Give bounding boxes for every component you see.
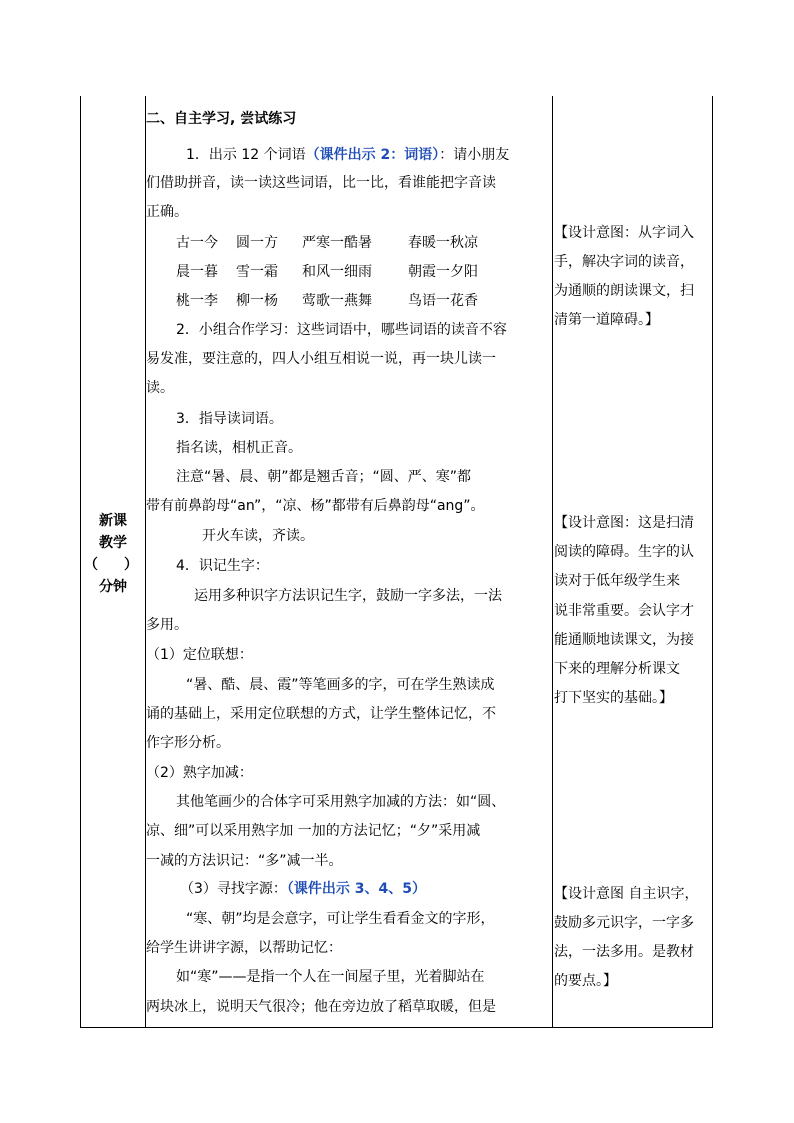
stage-line-2: 教学 (99, 535, 127, 551)
stage-line-1: 新课 (99, 513, 127, 529)
p1-line-2: 们借助拼音，读一读这些词语，比一比，看谁能把字音读 (146, 175, 496, 191)
p3-line-1: 指名读，相机正音。 (176, 440, 302, 456)
words-row-1: 古一今 圆一方 严寒一酷暑 春暖一秋凉 (176, 235, 478, 251)
table-border-bottom (80, 1027, 713, 1028)
s2-line-2: 凉、细”可以采用熟字加 一加的方法记忆；“夕”采用减 (146, 823, 481, 839)
p3-title: 3．指导读词语。 (176, 411, 283, 427)
p1-line-1: 1．出示 12 个词语（课件出示 2：词语）：请小朋友 (186, 147, 510, 163)
p2-line-3: 读。 (146, 380, 174, 396)
s3-title: （3）寻找字源：（课件出示 3、4、5） (180, 881, 427, 897)
s3-line-2: 给学生讲讲字源，以帮助记忆： (146, 940, 342, 956)
s3-line-4: 两块冰上，说明天气很冷；他在旁边放了稻草取暖，但是 (146, 999, 496, 1015)
s2-title: （2）熟字加减： (146, 765, 253, 781)
p2-line-1: 2．小组合作学习：这些词语中，哪些词语的读音不容 (176, 322, 507, 338)
lesson-stage-cell (82, 510, 144, 598)
p4-line-1: 运用多种识字方法识记生字，鼓励一字多法，一法 (194, 588, 502, 604)
s2-line-1: 其他笔画少的合体字可采用熟字加减的方法：如“圆、 (176, 794, 506, 810)
s1-line-2: 诵的基础上，采用定位联想的方式，让学生整体记忆，不 (146, 706, 496, 722)
stage-line-4: 分钟 (99, 579, 127, 595)
s1-line-3: 作字形分析。 (146, 735, 230, 751)
p4-line-2: 多用。 (146, 617, 188, 633)
p4-title: 4．识记生字： (176, 558, 269, 574)
s3-line-1: “寒、朝”均是会意字，可让学生看看金文的字形， (186, 911, 495, 927)
table-border-right (712, 96, 713, 1028)
p2-line-2: 易发准，要注意的，四人小组互相说一说，再一块儿读一 (146, 351, 496, 367)
stage-minutes-paren: （ ） (84, 557, 138, 573)
words-row-3: 桃一李 柳一杨 莺歌一燕舞 鸟语一花香 (176, 293, 478, 309)
s2-line-3: 一减的方法识记：“多”减一半。 (146, 853, 343, 869)
p3-line-3: 带有前鼻韵母“an”，“凉、杨”都带有后鼻韵母“ang”。 (146, 498, 485, 514)
section-title: 二、自主学习, 尝试练习 (146, 111, 297, 127)
table-border-left (80, 96, 81, 1028)
p3-line-4: 开火车读，齐读。 (202, 528, 314, 544)
s1-line-1: “暑、酷、晨、霞”等笔画多的字，可在学生熟读成 (186, 677, 495, 693)
p3-line-2: 注意“暑、晨、朝”都是翘舌音；“圆、严、寒”都 (176, 469, 472, 485)
words-row-2: 晨一暮 雪一霜 和风一细雨 朝霞一夕阳 (176, 264, 478, 280)
s3-line-3: 如“寒”——是指一个人在一间屋子里，光着脚站在 (176, 969, 485, 985)
s1-title: （1）定位联想： (146, 647, 253, 663)
p1-line-3: 正确。 (146, 204, 188, 220)
